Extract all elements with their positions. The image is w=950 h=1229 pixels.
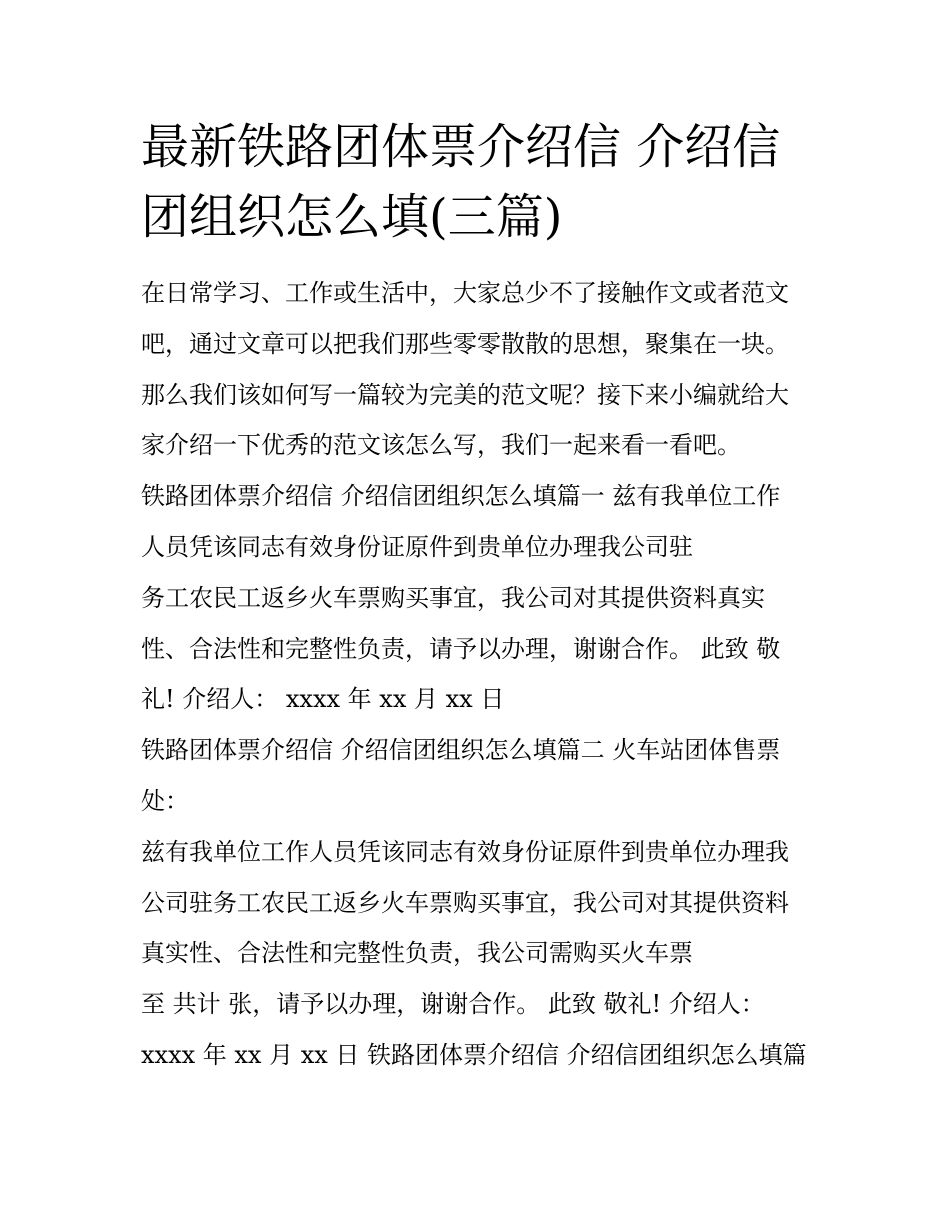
body-line: 人员凭该同志有效身份证原件到贵单位办理我公司驻 bbox=[141, 532, 693, 561]
body-line: 兹有我单位工作人员凭该同志有效身份证原件到贵单位办理我 bbox=[141, 837, 789, 866]
title-line-1: 最新铁路团体票介绍信 介绍信 bbox=[141, 119, 781, 175]
body-line: 家介绍一下优秀的范文该怎么写，我们一起来看一看吧。 bbox=[141, 431, 741, 460]
body-line: 真实性、合法性和完整性负责，我公司需购买火车票 bbox=[141, 939, 693, 968]
body-line: 那么我们该如何写一篇较为完美的范文呢？接下来小编就给大 bbox=[141, 380, 789, 409]
body-line: 务工农民工返乡火车票购买事宜，我公司对其提供资料真实 bbox=[141, 583, 765, 612]
title-line-2: 团组织怎么填(三篇) bbox=[141, 189, 563, 245]
body-line: 至 共计 张，请予以办理，谢谢合作。 此致 敬礼! 介绍人： bbox=[141, 990, 765, 1019]
document-body bbox=[141, 268, 821, 1081]
body-line: 铁路团体票介绍信 介绍信团组织怎么填篇二 火车站团体售票 bbox=[141, 736, 781, 765]
body-line: 公司驻务工农民工返乡火车票购买事宜，我公司对其提供资料 bbox=[141, 888, 789, 917]
body-line: 礼! 介绍人： xxxx 年 xx 月 xx 日 bbox=[141, 685, 505, 714]
body-line: 吧，通过文章可以把我们那些零零散散的思想，聚集在一块。 bbox=[141, 329, 789, 358]
body-line: xxxx 年 xx 月 xx 日 铁路团体票介绍信 介绍信团组织怎么填篇 bbox=[141, 1040, 807, 1069]
body-line: 性、合法性和完整性负责，请予以办理，谢谢合作。 此致 敬 bbox=[141, 634, 781, 663]
body-line: 处： bbox=[141, 786, 189, 815]
body-line: 铁路团体票介绍信 介绍信团组织怎么填篇一 兹有我单位工作 bbox=[141, 482, 781, 511]
document-title bbox=[141, 112, 821, 252]
document-content bbox=[141, 112, 821, 1081]
body-line: 在日常学习、工作或生活中，大家总少不了接触作文或者范文 bbox=[141, 279, 789, 307]
